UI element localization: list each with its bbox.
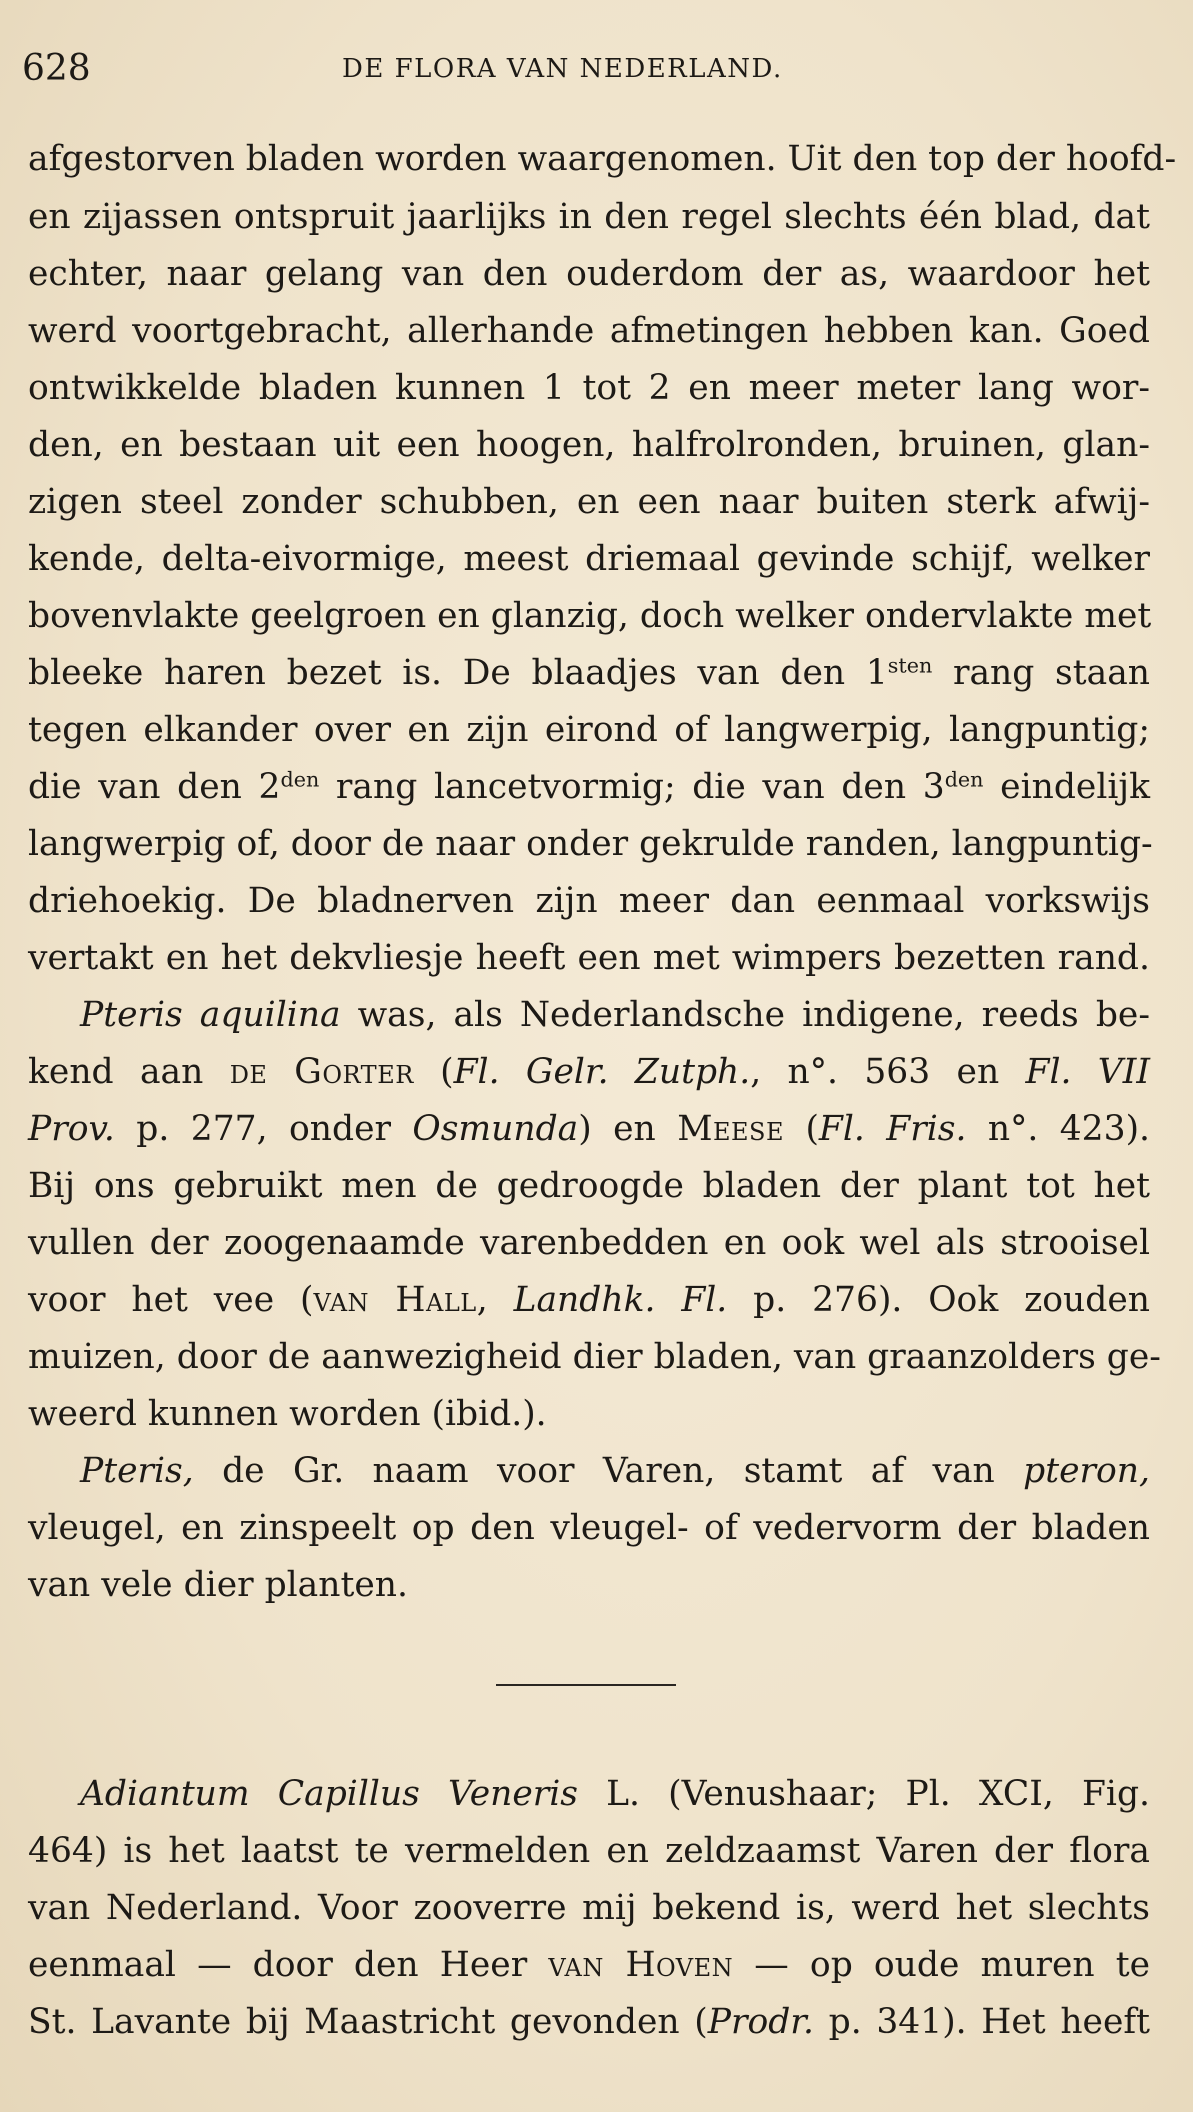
text-line: die van den $2^{den}$ rang lancetvormig; die van den $3^{den}$ eindelijk	[28, 767, 1150, 807]
text-line: vertakt en het dekvliesje heeft een met wimpers bezetten rand.	[28, 938, 1150, 978]
text-line: 464) is het laatst te vermelden en zeldzaamst Varen der flora	[28, 1831, 1150, 1871]
text-line: echter, naar gelang van den ouderdom der as, waardoor het	[28, 254, 1150, 294]
text-line: Adiantum Capillus Veneris L. (Venushaar; Pl. XCI, Fig.	[80, 1774, 1150, 1814]
text-line: en zijassen ontspruit jaarlijks in den regel slechts één blad, dat	[28, 197, 1150, 237]
text-line: Pteris aquilina was, als Nederlandsche indigene, reeds be-	[80, 995, 1150, 1035]
text-line: langwerpig of, door de naar onder gekrulde randen, langpuntig-	[28, 824, 1153, 864]
text-line: kend aan de Gorter (Fl. Gelr. Zutph., n°. 563 en Fl. VII	[28, 1052, 1150, 1092]
text-line: afgestorven bladen worden waargenomen. Uit den top der hoofd-	[28, 139, 1177, 179]
text-line: ontwikkelde bladen kunnen 1 tot 2 en meer meter lang wor-	[28, 368, 1150, 408]
section-divider	[496, 1684, 676, 1686]
text-line: werd voortgebracht, allerhande afmetingen hebben kan. Goed	[28, 311, 1150, 351]
text-line: van vele dier planten.	[28, 1565, 408, 1605]
text-line: voor het vee (van Hall, Landhk. Fl. p. 276). Ook zouden	[28, 1280, 1150, 1320]
text-line: vleugel, en zinspeelt op den vleugel- of vedervorm der bladen	[28, 1508, 1150, 1548]
text-line: bleeke haren bezet is. De blaadjes van den $1^{sten}$ rang staan	[28, 653, 1150, 693]
text-line: muizen, door de aanwezigheid dier bladen, van graanzolders ge-	[28, 1337, 1161, 1377]
text-line: Bij ons gebruikt men de gedroogde bladen der plant tot het	[28, 1166, 1150, 1206]
text-line: vullen der zoogenaamde varenbedden en ook wel als strooisel	[28, 1223, 1150, 1263]
text-line: driehoekig. De bladnerven zijn meer dan eenmaal vorkswijs	[28, 881, 1150, 921]
text-line: den, en bestaan uit een hoogen, halfrolronden, bruinen, glan-	[28, 425, 1150, 465]
text-line: tegen elkander over en zijn eirond of langwerpig, langpuntig;	[28, 710, 1150, 750]
text-line: zigen steel zonder schubben, en een naar buiten sterk afwij-	[28, 482, 1150, 522]
text-line: bovenvlakte geelgroen en glanzig, doch welker ondervlakte met	[28, 596, 1152, 636]
text-line: St. Lavante bij Maastricht gevonden (Prodr. p. 341). Het heeft	[28, 2002, 1151, 2042]
text-line: Prov. p. 277, onder Osmunda) en Meese (Fl. Fris. n°. 423).	[28, 1109, 1150, 1149]
running-title: DE FLORA VAN NEDERLAND.	[342, 54, 783, 84]
text-line: kende, delta-eivormige, meest driemaal gevinde schijf, welker	[28, 539, 1150, 579]
text-line: weerd kunnen worden (ibid.).	[28, 1394, 547, 1434]
text-line: Pteris, de Gr. naam voor Varen, stamt af van pteron,	[80, 1451, 1150, 1491]
page-header	[22, 48, 1152, 98]
page-number: 628	[22, 48, 91, 89]
text-line: eenmaal — door den Heer van Hoven — op oude muren te	[28, 1945, 1150, 1985]
text-line: van Nederland. Voor zooverre mij bekend is, werd het slechts	[28, 1888, 1150, 1928]
